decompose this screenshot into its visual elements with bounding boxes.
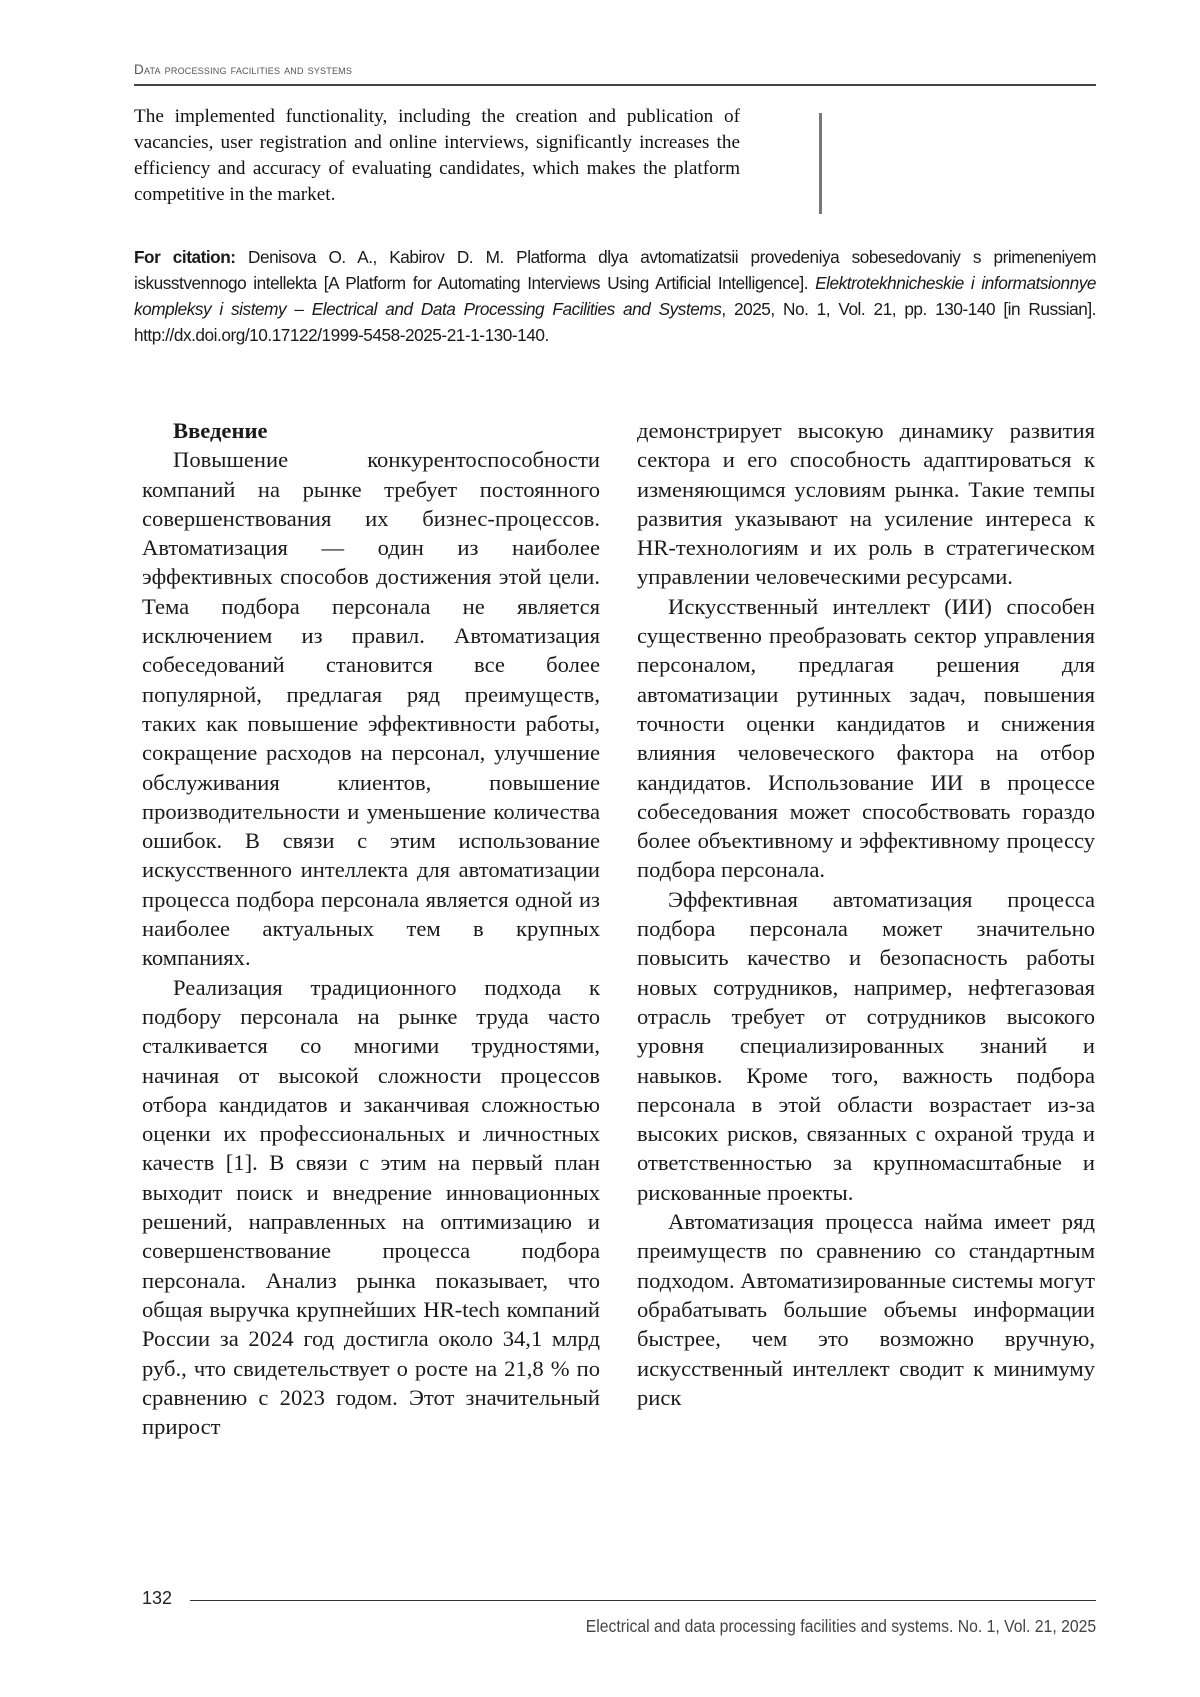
- citation-details: , 2025, No. 1, Vol. 21, pp. 130-140 [in Russian].: [721, 299, 1096, 319]
- left-column: [142, 416, 600, 1441]
- footer-rule: [190, 1600, 1096, 1601]
- header-rule: [134, 84, 1096, 86]
- citation-doi-link[interactable]: http://dx.doi.org/10.17122/1999-5458-2025-21-1-130-140.: [134, 325, 549, 345]
- paragraph: Эффективная автоматизация процесса подбора персонала может значительно повысить качество и безопасность работы новых сотрудников, например, нефтегазовая отрасль требует от сотрудников высокого уровня специализированных знаний и навыков. Кроме того, важность подбора персонала в этой области возрастает из-за высоких рисков, связанных с охраной труда и ответственностью за крупномасштабные и рискованные проекты.: [637, 886, 1095, 1205]
- paragraph: Реализация традиционного подхода к подбору персонала на рынке труда часто сталкивается со многими трудностями, начиная от высокой сложности процессов отбора кандидатов и заканчивая сложностью оценки их профессиональных и личностных качеств [1]. В связи с этим на первый план выходит поиск и внедрение инновационных решений, направленных на оптимизацию и совершенствование процесса подбора персонала. Анализ рынка показывает, что общая выручка крупнейших HR-tech компаний России за 2024 год достигла около 34,1 млрд руб., что свидетельствует о росте на 21,8 % по сравнению с 2023 годом. Этот значительный прирост: [142, 974, 600, 1440]
- footer-journal-line: Electrical and data processing facilities and systems. No. 1, Vol. 21, 2025: [585, 1616, 1096, 1636]
- section-heading: Введение: [173, 418, 268, 443]
- paragraph: демонстрирует высокую динамику развития сектора и его способность адаптироваться к изменяющимся условиям рынка. Такие темпы развития указывают на усиление интереса к HR-технологиям и их роль в стратегическом управлении человеческими ресурсами.: [637, 418, 1095, 590]
- paragraph: Повышение конкурентоспособности компаний на рынке требует постоянного совершенствования их бизнес-процессов. Автоматизация — один из наиболее эффективных способов достижения этой цели. Тема подбора персонала не является исключением из правил. Автоматизация собеседований становится все более популярной, предлагая ряд преимуществ, таких как повышение эффективности работы, сокращение расходов на персонал, улучшение обслуживания клиентов, повышение производительности и уменьшение количества ошибок. В связи с этим использование искусственного интеллекта для автоматизации процесса подбора персонала является одной из наиболее актуальных тем в крупных компаниях.: [142, 447, 600, 971]
- right-column: [637, 416, 1095, 1412]
- citation-label: For citation:: [134, 247, 236, 267]
- page-number: 132: [142, 1588, 173, 1608]
- citation-authors-title: Denisova O. A., Kabirov D. M. Platforma dlya avtomatizatsii provedeniya sobesedovaniy s primeneniyem iskusstvennogo intellekta [A Platform for Automating Interviews Using Artificial Intelligence].: [134, 247, 1096, 293]
- citation-block: [134, 244, 1096, 348]
- running-head: Data processing facilities and systems: [134, 62, 353, 77]
- citation-journal: Elektrotekhnicheskie i informatsionnye kompleksy i sistemy – Electrical and Data Processing Facilities and Systems: [134, 273, 1096, 319]
- abstract-text: The implemented functionality, including the creation and publication of vacancies, user registration and online interviews, significantly increases the efficiency and accuracy of evaluating candidates, which makes the platform competitive in the market.: [134, 106, 740, 205]
- paragraph: Искусственный интеллект (ИИ) способен существенно преобразовать сектор управления персоналом, предлагая решения для автоматизации рутинных задач, повышения точности оценки кандидатов и снижения влияния человеческого фактора на отбор кандидатов. Использование ИИ в процессе собеседования может способствовать гораздо более объективному и эффективному процессу подбора персонала.: [637, 593, 1095, 883]
- paragraph: Автоматизация процесса найма имеет ряд преимуществ по сравнению со стандартным подходом. Автоматизированные системы могут обрабатывать большие объемы информации быстрее, чем это возможно вручную, искусственный интеллект сводит к минимуму риск: [637, 1209, 1095, 1410]
- abstract-side-bar: [819, 113, 822, 214]
